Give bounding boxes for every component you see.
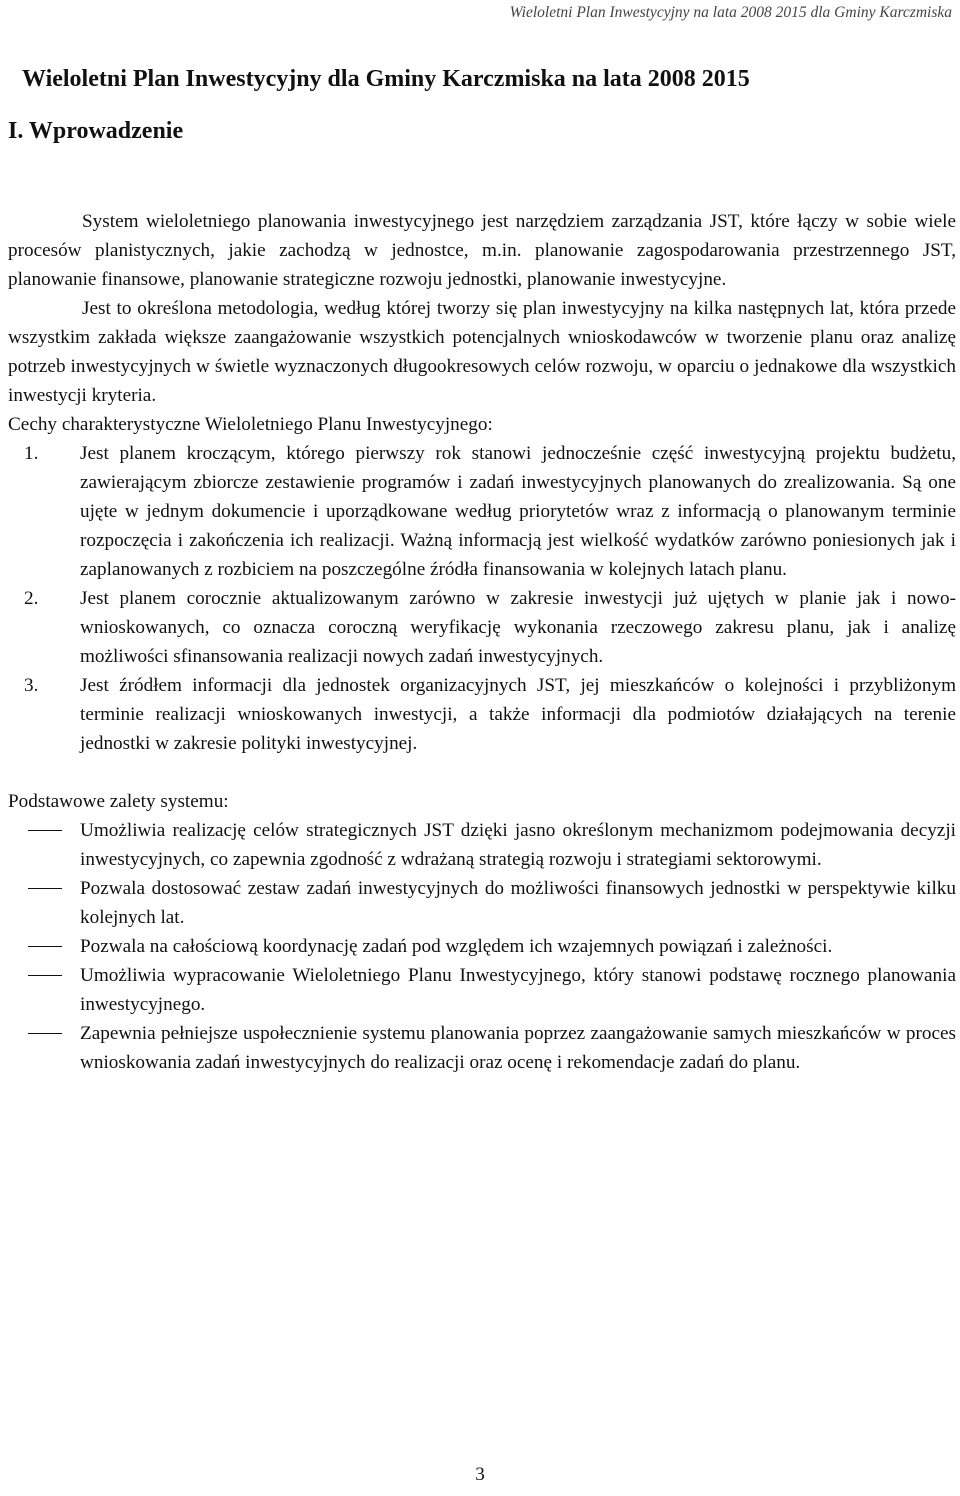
intro-paragraph: System wieloletniego planowania inwestycyjnego jest narzędziem zarządzania JST, które łączy w sobie wiele procesów planistycznych, jakie zachodzą w jednostce, m.in. planowanie zagospodarowania przestrzennego JST, planowanie finansowe, planowanie strategiczne rozwoju jednostki, planowanie inwestycyjne.	[8, 211, 956, 290]
methodology-paragraph: Jest to określona metodologia, według której tworzy się plan inwestycyjny na kilka następnych lat, która przede wszystkim zakłada większe zaangażowanie wszystkich potencjalnych wnioskodawców w tworzenie planu oraz analizę potrzeb inwestycyjnych w świetle wyznaczonych długookresowych celów rozwoju, w oparciu o jednakowe dla wszystkich inwestycji kryteria.	[8, 298, 956, 406]
list-item-text: Jest planem corocznie aktualizowanym zarówno w zakresie inwestycji już ujętych w planie jak i nowo-wnioskowanych, co oznacza coroczną weryfikację wykonania rzeczowego zakresu planu, jak i analizę możliwości sfinansowania realizacji nowych zadań inwestycyjnych.	[80, 588, 956, 667]
list-item	[8, 961, 956, 1019]
dash-bullet-icon	[28, 1033, 62, 1034]
list-item	[8, 671, 956, 758]
document-body	[8, 207, 956, 1077]
features-heading: Cechy charakterystyczne Wieloletniego Planu Inwestycyjnego:	[8, 414, 493, 435]
dash-bullet-icon	[28, 830, 62, 831]
list-item	[8, 932, 956, 961]
spacer	[8, 758, 956, 787]
dash-bullet-icon	[28, 888, 62, 889]
list-item-text: Umożliwia wypracowanie Wieloletniego Planu Inwestycyjnego, który stanowi podstawę rocznego planowania inwestycyjnego.	[80, 965, 956, 1015]
list-item-text: Jest źródłem informacji dla jednostek organizacyjnych JST, jej mieszkańców o kolejności i przybliżonym terminie realizacji wnioskowanych inwestycji, a także informacji dla podmiotów działających na terenie jednostki w zakresie polityki inwestycyjnej.	[80, 675, 956, 754]
dash-bullet-icon	[28, 946, 62, 947]
advantages-heading: Podstawowe zalety systemu:	[8, 791, 229, 812]
list-item-text: Jest planem kroczącym, którego pierwszy rok stanowi jednocześnie część inwestycyjną projektu budżetu, zawierającym zbiorcze zestawienie programów i zadań inwestycyjnych planowanych do zrealizowania. Są one ujęte w jednym dokumencie i uporządkowane według priorytetów wraz z informacją o planowanym terminie rozpoczęcia i zakończenia ich realizacji. Ważną informacją jest wielkość wydatków zarówno poniesionych jak i zaplanowanych z rozbiciem na poszczególne źródła finansowania w kolejnych latach planu.	[80, 443, 956, 580]
running-header: Wieloletni Plan Inwestycyjny na lata 2008 2015 dla Gminy Karczmiska	[509, 4, 952, 21]
features-list	[8, 439, 956, 758]
list-item-number: 2.	[24, 588, 39, 609]
list-item	[8, 584, 956, 671]
dash-bullet-icon	[28, 975, 62, 976]
list-item	[8, 439, 956, 584]
page-number: 3	[475, 1464, 485, 1485]
list-item-text: Pozwala dostosować zestaw zadań inwestycyjnych do możliwości finansowych jednostki w perspektywie kilku kolejnych lat.	[80, 878, 956, 928]
document-title: Wieloletni Plan Inwestycyjny dla Gminy Karczmiska na lata 2008 2015	[22, 66, 750, 92]
list-item-text: Zapewnia pełniejsze uspołecznienie systemu planowania poprzez zaangażowanie samych mieszkańców w proces wnioskowania zadań inwestycyjnych do realizacji oraz ocenę i rekomendacje zadań do planu.	[80, 1023, 956, 1073]
list-item-text: Umożliwia realizację celów strategicznych JST dzięki jasno określonym mechanizmom podejmowania decyzji inwestycyjnych, co zapewnia zgodność z wdrażaną strategią rozwoju i strategiami sektorowymi.	[80, 820, 956, 870]
list-item-number: 3.	[24, 675, 39, 696]
list-item	[8, 874, 956, 932]
section-heading: I. Wprowadzenie	[8, 118, 184, 144]
advantages-list	[8, 816, 956, 1077]
list-item-text: Pozwala na całościową koordynację zadań pod względem ich wzajemnych powiązań i zależności.	[80, 936, 833, 957]
list-item	[8, 816, 956, 874]
list-item-number: 1.	[24, 443, 39, 464]
list-item	[8, 1019, 956, 1077]
